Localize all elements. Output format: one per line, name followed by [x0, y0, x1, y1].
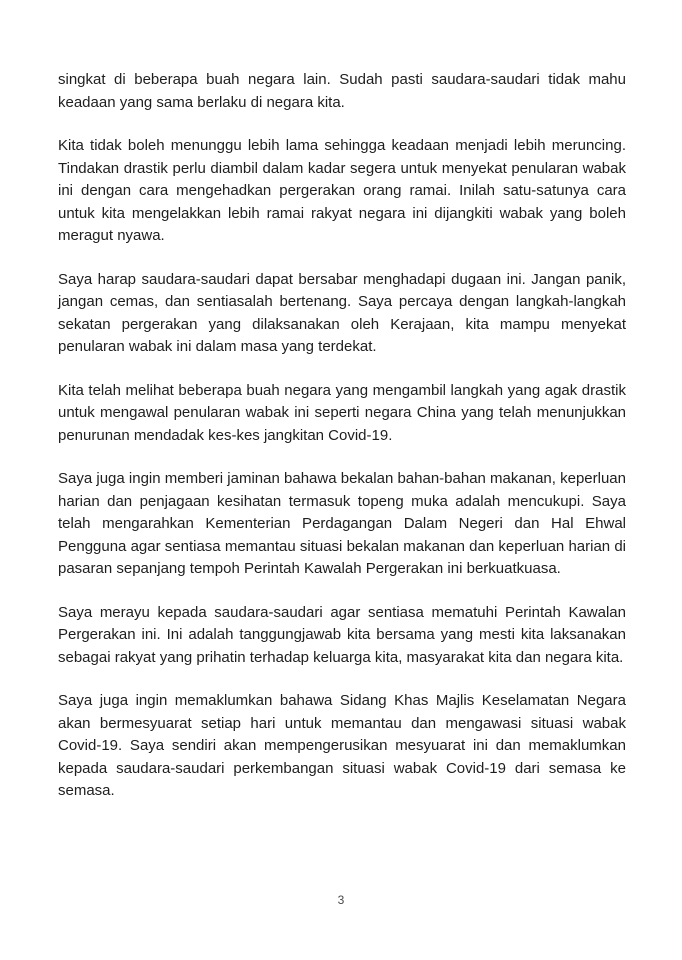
paragraph-2: Kita tidak boleh menunggu lebih lama sehingga keadaan menjadi lebih meruncing. Tindakan drastik perlu diambil dalam kadar segera untuk menyekat penularan wabak ini dengan cara mengehadkan pergerakan orang ramai. Inilah satu-satunya cara untuk kita mengelakkan lebih ramai rakyat negara ini dijangkiti wabak yang boleh meragut nyawa.	[58, 137, 626, 244]
paragraph-7: Saya juga ingin memaklumkan bahawa Sidang Khas Majlis Keselamatan Negara akan bermesyuarat setiap hari untuk memantau dan mengawasi situasi wabak Covid-19. Saya sendiri akan mempengerusikan mesyuarat ini dan memaklumkan kepada saudara-saudari perkembangan situasi wabak Covid-19 dari semasa ke semasa.	[58, 692, 626, 799]
document-body	[58, 69, 626, 824]
paragraph-6: Saya merayu kepada saudara-saudari agar sentiasa mematuhi Perintah Kawalan Pergerakan ini. Ini adalah tanggungjawab kita bersama yang mesti kita laksanakan sebagai rakyat yang prihatin terhadap keluarga kita, masyarakat kita dan negara kita.	[58, 603, 626, 666]
paragraph-5: Saya juga ingin memberi jaminan bahawa bekalan bahan-bahan makanan, keperluan harian dan penjagaan kesihatan termasuk topeng muka adalah mencukupi. Saya telah mengarahkan Kementerian Perdagangan Dalam Negeri dan Hal Ehwal Pengguna agar sentiasa memantau situasi bekalan makanan dan keperluan harian di pasaran sepanjang tempoh Perintah Kawalah Pergerakan ini berkuatkuasa.	[58, 470, 626, 577]
paragraph-1: singkat di beberapa buah negara lain. Sudah pasti saudara-saudari tidak mahu keadaan yang sama berlaku di negara kita.	[58, 71, 626, 111]
paragraph-3: Saya harap saudara-saudari dapat bersabar menghadapi dugaan ini. Jangan panik, jangan cemas, dan sentiasalah bertenang. Saya percaya dengan langkah-langkah sekatan pergerakan yang dilaksanakan oleh Kerajaan, kita mampu menyekat penularan wabak ini dalam masa yang terdekat.	[58, 270, 626, 355]
paragraph-4: Kita telah melihat beberapa buah negara yang mengambil langkah yang agak drastik untuk mengawal penularan wabak ini seperti negara China yang telah menunjukkan penurunan mendadak kes-kes jangkitan Covid-19.	[58, 381, 626, 444]
page-number: 3	[337, 893, 345, 907]
